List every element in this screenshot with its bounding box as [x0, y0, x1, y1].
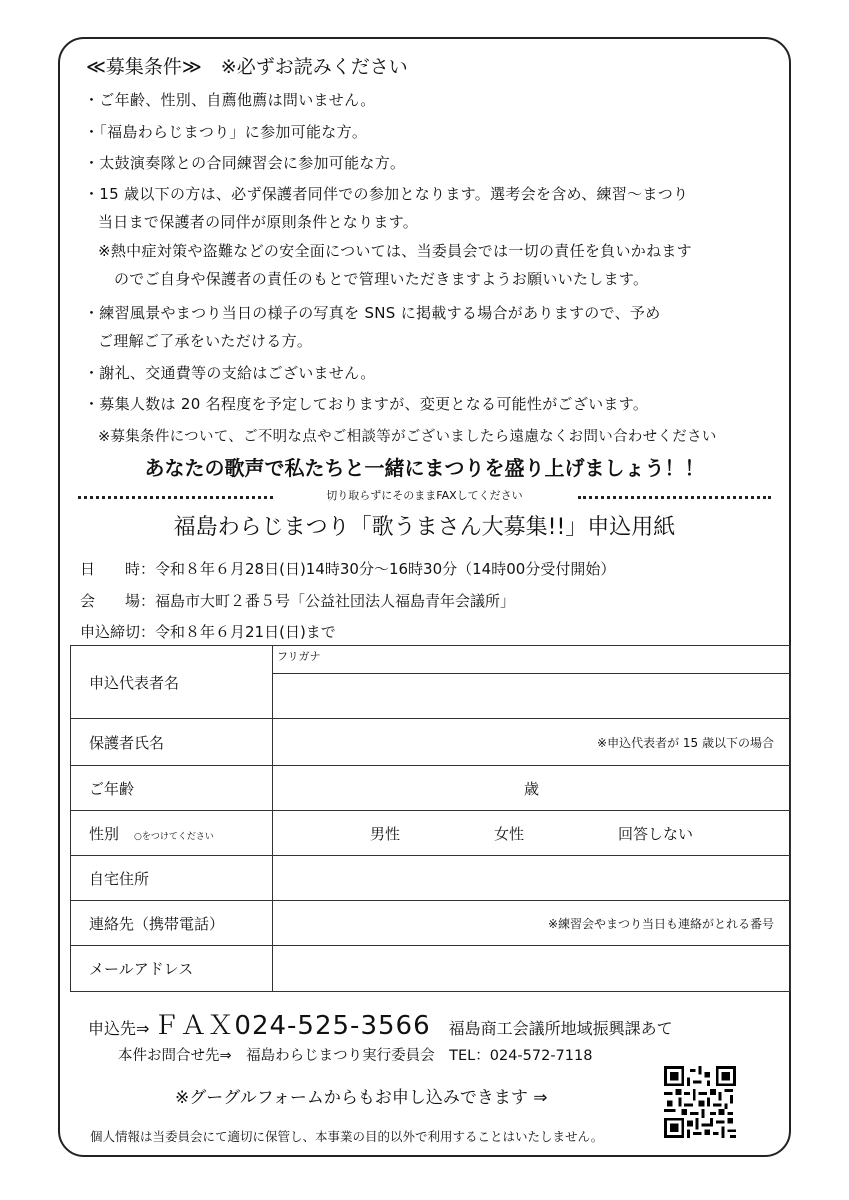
google-form-note: ※グーグルフォームからもお申し込みできます ⇒ [175, 1088, 548, 1108]
furigana-label: フリガナ [277, 650, 321, 663]
email-field[interactable] [273, 946, 791, 992]
guardian-note: ※申込代表者が 15 歳以下の場合 [597, 735, 774, 750]
condition-note: ※熱中症対策や盗難などの安全面については、当委員会では一切の責任を負いかねます [98, 242, 692, 260]
age-unit: 歳 [523, 779, 539, 798]
slogan: あなたの歌声で私たちと一緒にまつりを盛り上げましょう！！ [144, 456, 705, 480]
guardian-name-field[interactable] [273, 719, 791, 766]
age-field[interactable] [273, 766, 791, 811]
apply-dest: 福島商工会議所地域振興課あて [448, 1019, 673, 1038]
apply-line [88, 1005, 673, 1042]
condition-item: ・ご年齢、性別、自薦他薦は問いません。 [84, 91, 376, 109]
application-form [70, 645, 791, 992]
condition-item: ・謝礼、交通費等の支給はございません。 [84, 364, 376, 382]
event-date: 日 時：令和８年６月28日(日)14時30分～16時30分（14時00分受付開始） [80, 560, 616, 578]
condition-note: ※募集条件について、ご不明な点やご相談等がございましたら遠慮なくお問い合わせください [98, 429, 717, 445]
cut-line [78, 487, 771, 507]
condition-item: ・募集人数は 20 名程度を予定しておりますが、変更となる可能性がございます。 [84, 395, 649, 413]
address-label: 自宅住所 [71, 856, 273, 901]
furigana-field[interactable] [273, 646, 791, 674]
gender-option-male[interactable]: 男性 [369, 824, 400, 843]
condition-item: ・練習風景やまつり当日の様子の写真を SNS に掲載する場合がありますので、予め [84, 304, 661, 322]
condition-item: ・「福島わらじまつり」に参加可能な方。 [84, 123, 368, 141]
dotted-line-right [578, 496, 771, 499]
inquiry-line: 本件お問合せ先⇒ 福島わらじまつり実行委員会 TEL：024-572-7118 [118, 1048, 593, 1064]
condition-item: ・15 歳以下の方は、必ず保護者同伴での参加となります。選考会を含め、練習～まつり [84, 185, 689, 203]
email-label: メールアドレス [71, 946, 273, 992]
rep-name-field[interactable] [273, 674, 791, 719]
condition-item: 当日まで保護者の同伴が原則条件となります。 [98, 213, 419, 231]
fax-number: ＦＡＸ024-525-3566 [153, 1011, 431, 1041]
rep-label: 申込代表者名 [71, 646, 273, 719]
condition-note: のでご自身や保護者の責任のもとで管理いただきますようお願いいたします。 [114, 270, 649, 288]
gender-field [273, 811, 791, 856]
apply-prefix: 申込先⇒ [88, 1019, 150, 1038]
phone-label: 連絡先（携帯電話） [71, 901, 273, 946]
condition-item: ・太鼓演奏隊との合同練習会に参加可能な方。 [84, 154, 406, 172]
cut-note: 切り取らずにそのままFAXしてください [326, 489, 523, 502]
gender-option-female[interactable]: 女性 [493, 824, 524, 843]
event-deadline: 申込締切：令和８年６月21日(日)まで [80, 623, 336, 641]
gender-label-cell [71, 811, 273, 856]
address-field[interactable] [273, 856, 791, 901]
condition-item: ご理解ご了承をいただける方。 [98, 332, 313, 350]
privacy-note: 個人情報は当委員会にて適切に保管し、本事業の目的以外で利用することはいたしません。 [90, 1129, 604, 1144]
gender-option-no-answer[interactable]: 回答しない [617, 824, 693, 843]
event-venue: 会 場：福島市大町２番５号「公益社団法人福島青年会議所」 [80, 592, 516, 610]
conditions-heading: ≪募集条件≫ ※必ずお読みください [86, 56, 408, 78]
phone-field[interactable] [273, 901, 791, 946]
qr-code-icon[interactable] [664, 1066, 736, 1138]
guardian-label: 保護者氏名 [71, 719, 273, 766]
gender-hint: ○をつけてください [134, 831, 214, 842]
phone-note: ※練習会やまつり当日も連絡がとれる番号 [547, 916, 774, 931]
gender-label: 性別 [89, 824, 120, 843]
form-title: 福島わらじまつり「歌うまさん大募集!!」申込用紙 [173, 515, 676, 540]
age-label: ご年齢 [71, 766, 273, 811]
